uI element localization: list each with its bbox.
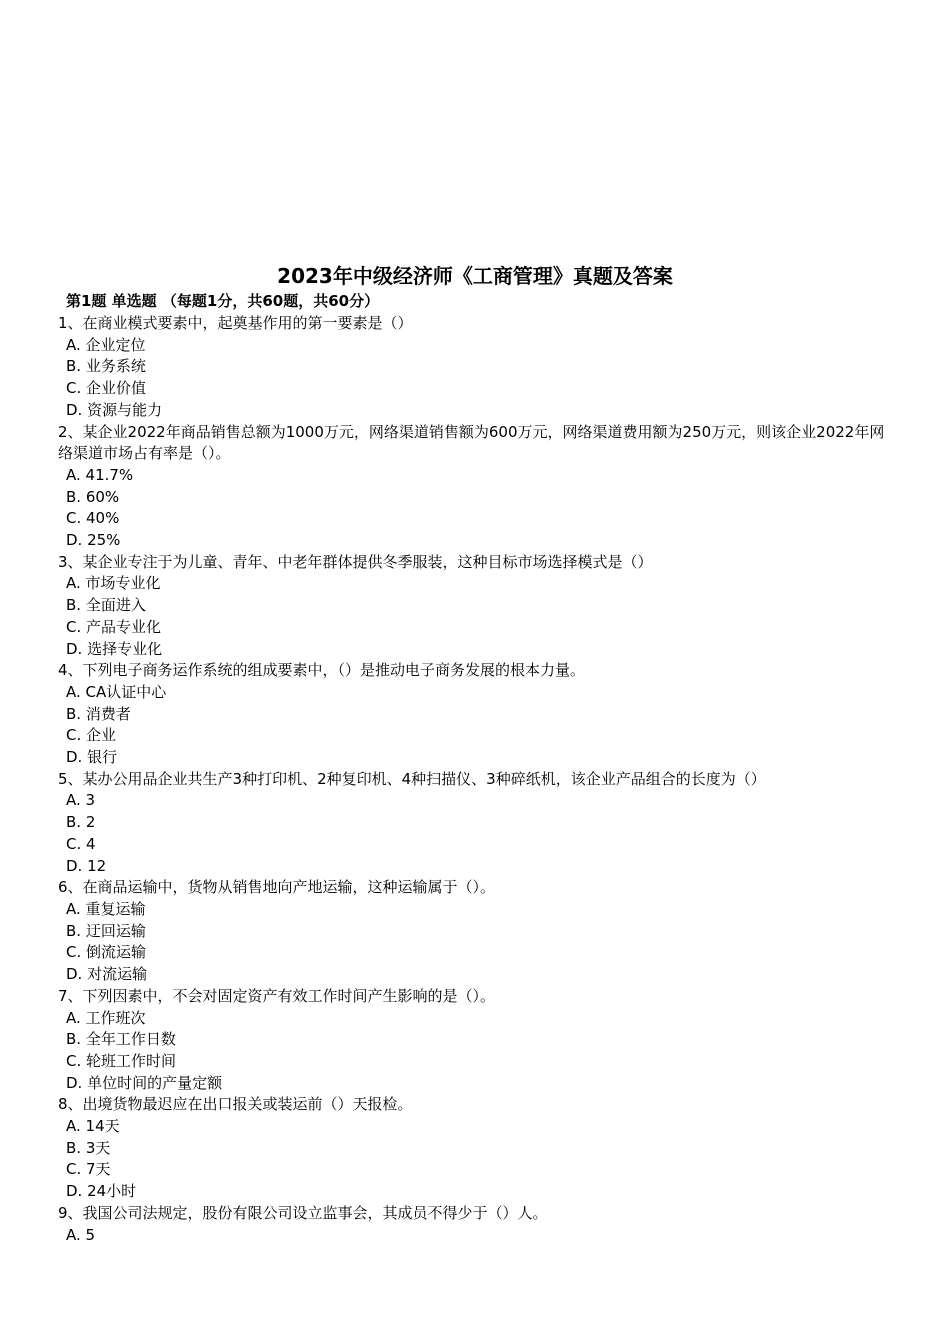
answer-option: D. 单位时间的产量定额 — [66, 1073, 223, 1092]
answer-option: C. 40% — [66, 509, 120, 528]
answer-option: A. 重复运输 — [66, 899, 146, 918]
question-9 — [58, 1203, 898, 1246]
answer-option: B. 业务系统 — [66, 357, 146, 376]
question-stem: 9、我国公司法规定，股份有限公司设立监事会，其成员不得少于（）人。 — [58, 1203, 548, 1222]
answer-option: A. 5 — [66, 1225, 96, 1244]
answer-option: A. 企业定位 — [66, 335, 146, 354]
answer-option: A. CA认证中心 — [66, 682, 167, 701]
answer-option: C. 倒流运输 — [66, 943, 147, 962]
question-1 — [58, 313, 898, 422]
document-title: 2023年中级经济师《工商管理》真题及答案 — [277, 264, 673, 288]
answer-option: A. 14天 — [66, 1117, 120, 1136]
question-4 — [58, 660, 898, 769]
question-3 — [58, 552, 898, 661]
question-stem: 4、下列电子商务运作系统的组成要素中，（）是推动电子商务发展的根本力量。 — [58, 661, 586, 680]
question-stem: 1、在商业模式要素中，起奠基作用的第一要素是（） — [58, 314, 413, 332]
answer-option: B. 3天 — [66, 1138, 111, 1157]
answer-option: B. 全面进入 — [66, 596, 146, 615]
question-stem: 8、出境货物最迟应在出口报关或装运前（）天报检。 — [58, 1095, 413, 1114]
question-stem: 5、某办公用品企业共生产3种打印机、2种复印机、4种扫描仪、3种碎纸机，该企业产品组合的长度为（） — [58, 769, 766, 788]
answer-option: C. 7天 — [66, 1160, 111, 1179]
question-stem: 6、在商品运输中，货物从销售地向产地运输，这种运输属于（）。 — [58, 878, 496, 897]
question-5 — [58, 769, 898, 878]
answer-option: D. 资源与能力 — [66, 400, 163, 419]
section-heading: 第1题 单选题 （每题1分，共60题，共60分） — [66, 292, 380, 310]
answer-option: D. 选择专业化 — [66, 639, 163, 658]
answer-option: B. 消费者 — [66, 704, 131, 723]
answer-option: C. 4 — [66, 834, 96, 853]
answer-option: D. 对流运输 — [66, 965, 148, 984]
answer-option: D. 24小时 — [66, 1182, 137, 1201]
answer-option: A. 41.7% — [66, 465, 134, 484]
answer-option: D. 12 — [66, 856, 107, 875]
answer-option: C. 企业价值 — [66, 379, 147, 398]
question-stem: 3、某企业专注于为儿童、青年、中老年群体提供冬季服装，这种目标市场选择模式是（） — [58, 552, 653, 571]
question-8 — [58, 1094, 898, 1203]
answer-option: B. 60% — [66, 487, 120, 506]
answer-option: B. 全年工作日数 — [66, 1030, 176, 1049]
question-6 — [58, 877, 898, 986]
answer-option: C. 企业 — [66, 726, 117, 745]
answer-option: A. 工作班次 — [66, 1008, 146, 1027]
answer-option: D. 25% — [66, 531, 121, 550]
question-stem: 2、某企业2022年商品销售总额为1000万元，网络渠道销售额为600万元，网络渠道费用额为250万元，则该企业2022年网络渠道市场占有率是（）。 — [58, 422, 885, 463]
answer-option: A. 3 — [66, 791, 96, 810]
answer-option: C. 产品专业化 — [66, 617, 162, 636]
answer-option: C. 轮班工作时间 — [66, 1051, 177, 1070]
question-2 — [58, 422, 898, 552]
answer-option: B. 迂回运输 — [66, 921, 146, 940]
question-stem: 7、下列因素中，不会对固定资产有效工作时间产生影响的是（）。 — [58, 986, 496, 1005]
question-7 — [58, 986, 898, 1095]
question-list — [58, 313, 898, 1246]
answer-option: B. 2 — [66, 813, 96, 832]
answer-option: D. 银行 — [66, 748, 118, 767]
answer-option: A. 市场专业化 — [66, 574, 161, 593]
